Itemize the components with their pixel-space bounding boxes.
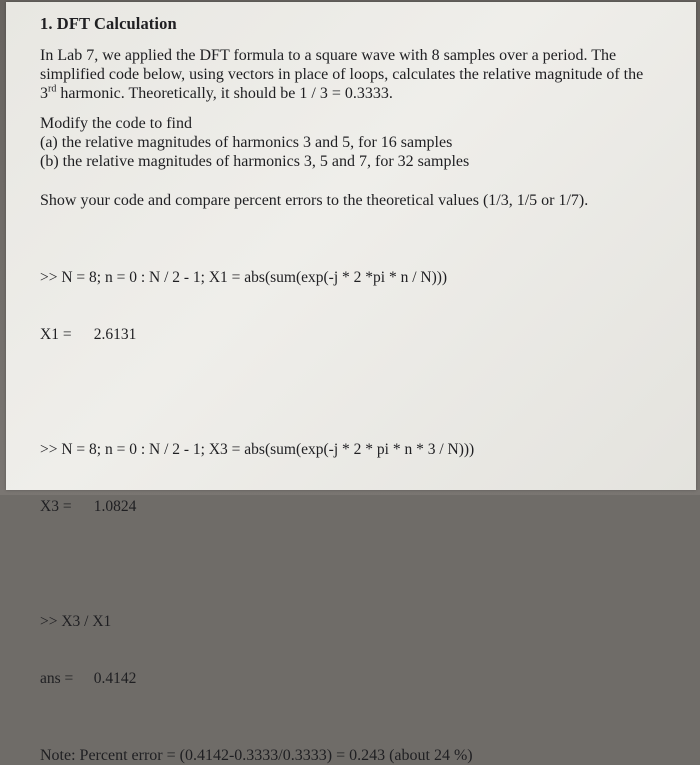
intro-line-2: simplified code below, using vectors in place of loops, calculates the relative magnitude of the xyxy=(40,66,644,83)
intro-line-3 xyxy=(40,84,676,103)
intro-line-3-superscript: rd xyxy=(48,83,57,95)
code-result-value-2: 1.0824 xyxy=(93,498,137,515)
paper-sheet xyxy=(6,2,696,764)
code-result-label-1: X1 = xyxy=(40,326,72,343)
show-instruction-text: Show your code and compare percent errors to the theoretical values (1/3, 1/5 or 1/7). xyxy=(40,192,589,209)
code-command-3: >> X3 / X1 xyxy=(40,613,112,630)
show-instruction xyxy=(40,191,676,210)
intro-line-3-prefix: 3 xyxy=(40,85,48,102)
code-result-2 xyxy=(40,497,676,516)
sheet-content xyxy=(40,14,676,765)
code-result-3 xyxy=(40,669,676,688)
code-result-label-3: ans = xyxy=(40,670,74,687)
code-result-label-2: X3 = xyxy=(40,498,72,515)
percent-error-note: Note: Percent error = (0.4142-0.3333/0.3333) = 0.243 (about 24 %) xyxy=(40,747,473,764)
task-paragraph xyxy=(40,114,676,171)
intro-line-1: In Lab 7, we applied the DFT formula to a square wave with 8 samples over a period. The xyxy=(40,47,617,64)
section-heading: 1. DFT Calculation xyxy=(40,14,177,33)
code-result-value-3: 0.4142 xyxy=(93,670,137,687)
task-line-b: (b) the relative magnitudes of harmonics 3, 5 and 7, for 32 samples xyxy=(40,153,470,170)
code-result-1 xyxy=(40,325,676,344)
code-command-1: >> N = 8; n = 0 : N / 2 - 1; X1 = abs(sum(exp(-j * 2 *pi * n / N))) xyxy=(40,269,448,286)
code-example-2 xyxy=(40,402,676,554)
task-line-1: Modify the code to find xyxy=(40,115,192,132)
code-command-2: >> N = 8; n = 0 : N / 2 - 1; X3 = abs(sum(exp(-j * 2 * pi * n * 3 / N))) xyxy=(40,441,475,458)
code-example-3 xyxy=(40,574,676,726)
intro-paragraph xyxy=(40,46,676,103)
code-example-1 xyxy=(40,230,676,382)
task-line-a: (a) the relative magnitudes of harmonics 3 and 5, for 16 samples xyxy=(40,134,453,151)
code-result-value-1: 2.6131 xyxy=(93,326,137,343)
intro-line-3-rest: harmonic. Theoretically, it should be 1 / 3 = 0.3333. xyxy=(56,85,393,102)
